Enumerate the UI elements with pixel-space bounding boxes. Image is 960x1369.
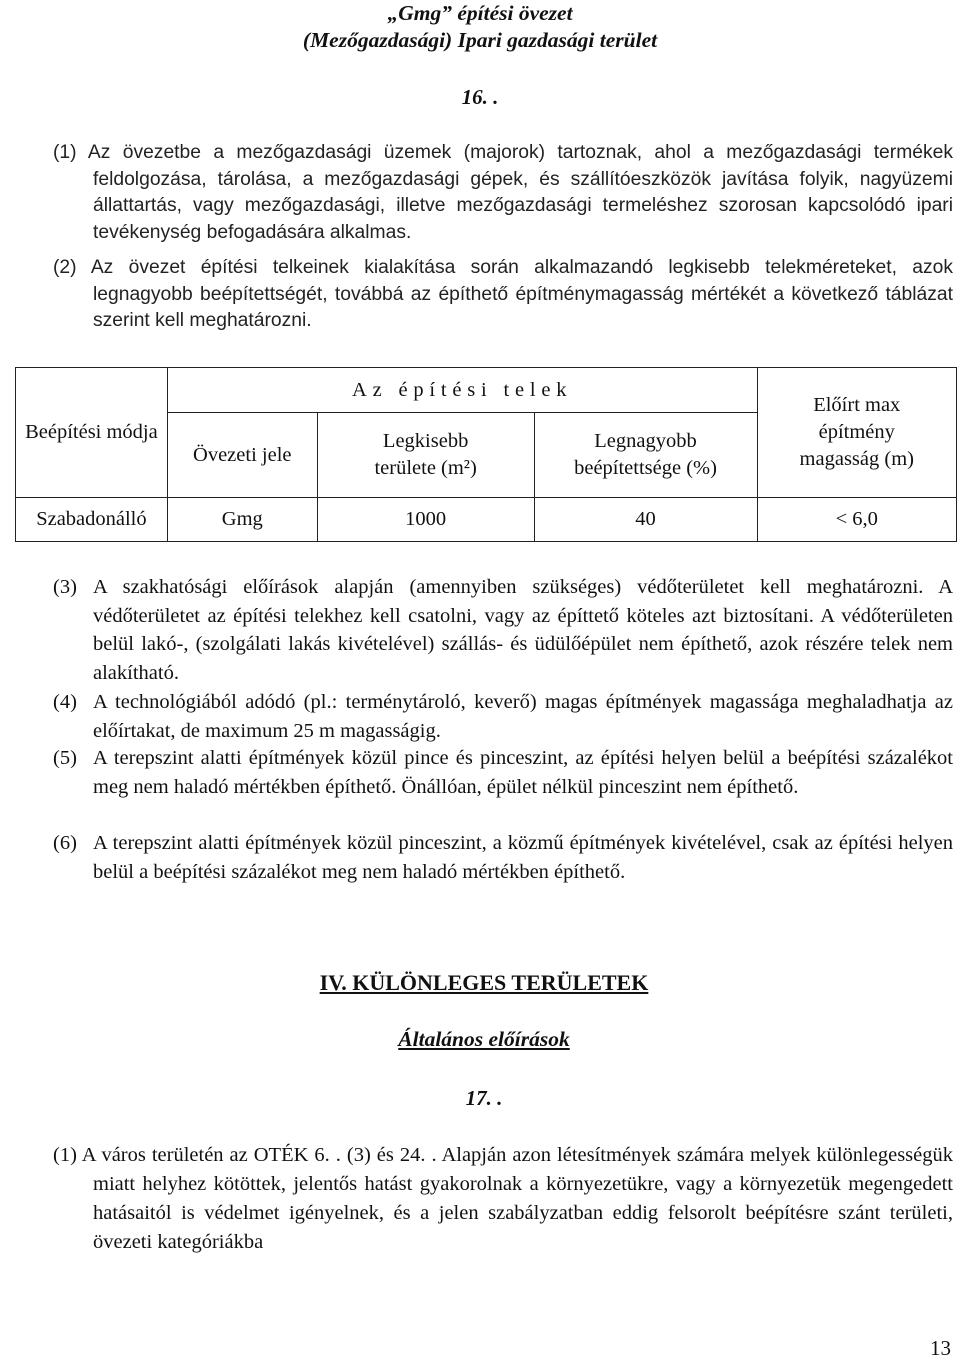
cell-max-height: < 6,0 <box>757 498 956 542</box>
paragraph-3 <box>53 573 953 687</box>
header-building-mode: Beépítési módja <box>16 368 168 498</box>
cell-max-coverage: 40 <box>534 498 757 542</box>
paragraph-2 <box>53 255 953 335</box>
paragraph-text: A szakhatósági előírások alapján (amennyiben szükséges) védőterületet kell meghatározni. A védőterületet az építési telekhez kell csatolni, vagy az építtető köteles azt biztosítani. A védőterületen belül lakó-, (szolgálati lakás kivételével) szállás- és üdülőépület nem építhető, azok részére telek nem alakítható. <box>93 576 953 684</box>
paragraph-17-1 <box>53 1141 953 1257</box>
paragraph-1 <box>53 140 953 246</box>
paragraph-5 <box>53 744 953 801</box>
section-number: 16. . <box>461 85 499 109</box>
section-number-17: 17. . <box>465 1086 503 1110</box>
header-group-plot: Az építési telek <box>167 368 757 413</box>
page-number: 13 <box>930 1336 951 1360</box>
header-min-area: Legkisebb területe (m²) <box>317 413 534 498</box>
chapter-subheading: Általános előírások <box>398 1027 570 1051</box>
paragraph-number: (1) <box>53 142 77 163</box>
paragraph-6 <box>53 829 953 886</box>
paragraph-text: Az övezetbe a mezőgazdasági üzemek (majorok) tartoznak, ahol a mezőgazdasági termékek feldolgozása, tárolása, a mezőgazdasági gépek, és szállítóeszközök javítása folyik, nagyüzemi állattartás, vagy mezőgazdasági, illetve mezőgazdasági termeléshez szorosan kapcsolódó ipari tevékenység befogadására alkalmas. <box>87 142 953 243</box>
paragraph-text: A technológiából adódó (pl.: terménytároló, keverő) magas építmények magassága meghaladhatja az előírtakat, de maximum 25 m magasságig. <box>93 691 953 742</box>
header-max-coverage: Legnagyobb beépítettsége (%) <box>534 413 757 498</box>
paragraph-number: (1) <box>53 1144 77 1166</box>
paragraph-text: Az övezet építési telkeinek kialakítása során alkalmazandó legkisebb telekméreteket, azok legnagyobb beépítettségét, továbbá az építhető építménymagasság mértékét a következő táblázat szerint kell meghatározni. <box>90 257 953 331</box>
paragraph-number: (3) <box>53 576 77 598</box>
paragraph-number: (4) <box>53 691 77 713</box>
building-parameters-table <box>15 367 957 542</box>
header-max-height: Előírt max építmény magasság (m) <box>757 368 956 498</box>
paragraph-text: A város területén az OTÉK 6. . (3) és 24. . Alapján azon létesítmények számára melyek különlegességük miatt helyhez kötöttek, jelentős hatást gyakorolnak a környezetükre, vagy a környezetük megengedett hatásaitól is védelmet igényelnek, és a jelen szabályzatban eddig felsorolt beépítésre szánt területi, övezeti kategóriákba <box>81 1144 953 1253</box>
cell-min-area: 1000 <box>317 498 534 542</box>
paragraph-number: (5) <box>53 747 77 769</box>
paragraph-text: A terepszint alatti építmények közül pince és pinceszint, az építési helyen belül a beépítési százalékot meg nem haladó mértékben építhető. Önállóan, épület nélkül pinceszint nem építhető. <box>93 747 953 798</box>
paragraph-text: A terepszint alatti építmények közül pinceszint, a közmű építmények kivételével, csak az építési helyen belül a beépítési százalékot meg nem haladó mértékben építhető. <box>93 832 953 883</box>
zone-subtitle: (Mezőgazdasági) Ipari gazdasági terület <box>302 28 658 52</box>
paragraph-number: (6) <box>53 832 77 854</box>
header-zone-code: Övezeti jele <box>167 413 317 498</box>
cell-zone-code: Gmg <box>167 498 317 542</box>
chapter-heading: IV. KÜLÖNLEGES TERÜLETEK <box>319 970 649 995</box>
cell-building-mode: Szabadonálló <box>16 498 168 542</box>
zone-title: „Gmg” építési övezet <box>387 1 573 25</box>
paragraph-number: (2) <box>53 257 77 278</box>
paragraph-4 <box>53 688 953 745</box>
